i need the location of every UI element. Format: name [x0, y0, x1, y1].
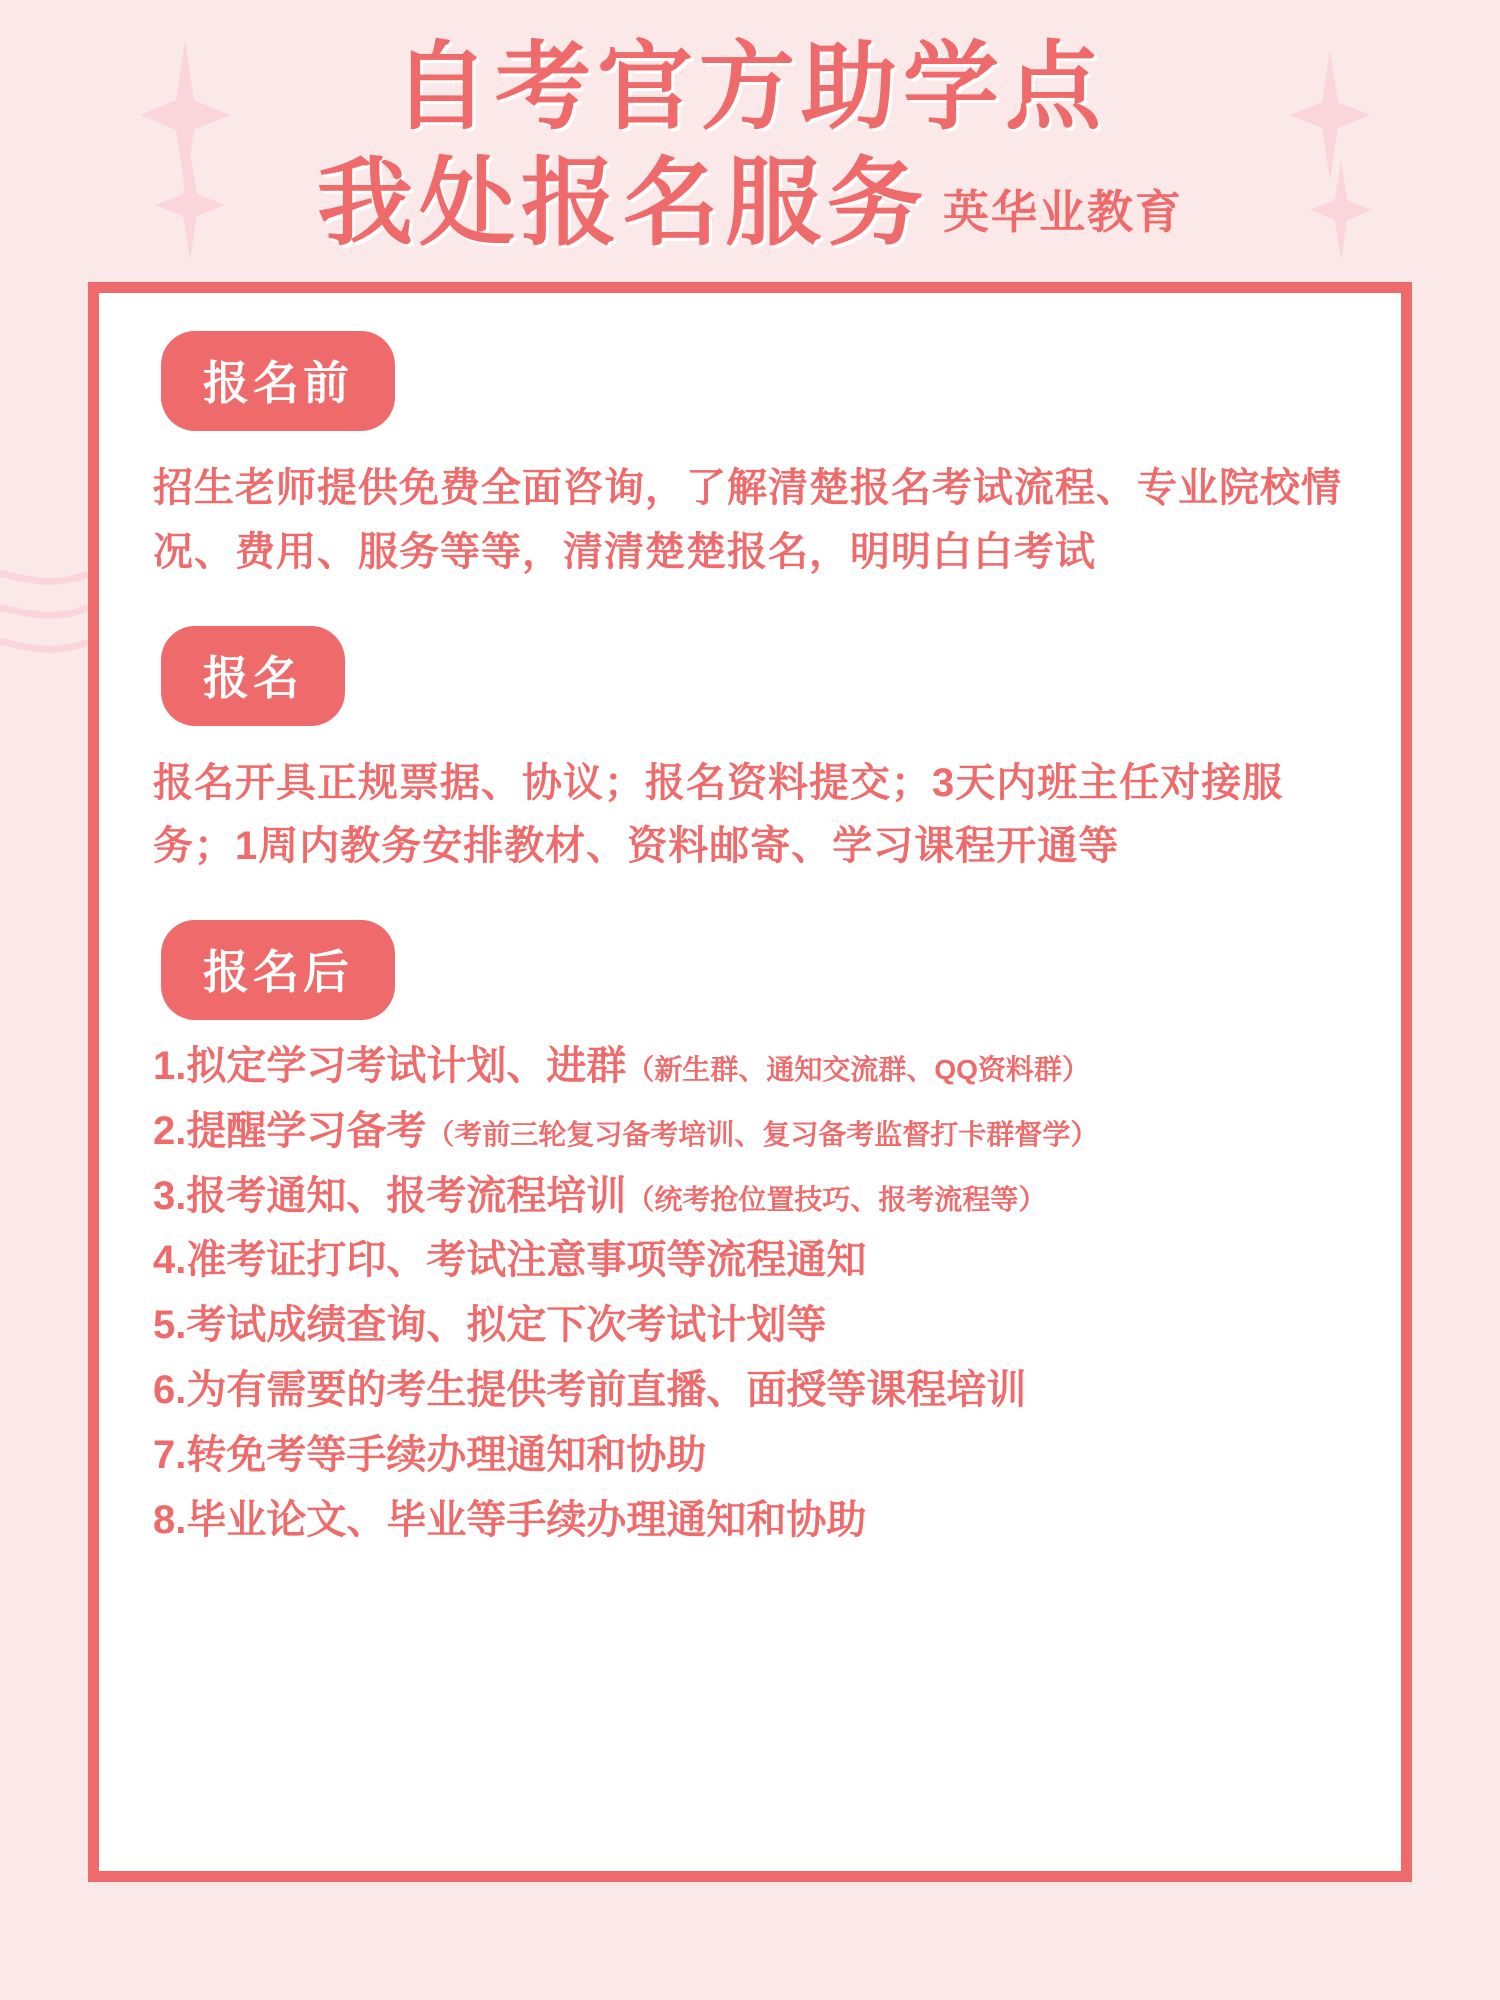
after-registration-list — [153, 1036, 1353, 1550]
content-card — [88, 282, 1412, 1882]
list-item — [153, 1425, 1353, 1486]
section-badge-after: 报名后 — [161, 920, 395, 1020]
list-item — [153, 1101, 1353, 1162]
section-text-registration: 报名开具正规票据、协议；报名资料提交；3天内班主任对接服务；1周内教务安排教材、资料邮寄、学习课程开通等 — [153, 760, 1284, 868]
list-item — [153, 1230, 1353, 1291]
section-before-registration — [141, 331, 1359, 583]
list-item-main: 7.转免考等手续办理通知和协助 — [153, 1432, 707, 1477]
list-item-main: 5.考试成绩查询、拟定下次考试计划等 — [153, 1303, 827, 1348]
page-title: 自考官方助学点 — [393, 34, 1107, 141]
section-text-before: 招生老师提供免费全面咨询，了解清楚报名考试流程、专业院校情况、费用、服务等等，清清楚楚报名，明明白白考试 — [153, 466, 1342, 574]
list-item — [153, 1295, 1353, 1356]
subtitle-row — [0, 149, 1500, 257]
wave-decoration-icon — [0, 560, 90, 670]
section-badge-registration: 报名 — [161, 626, 345, 726]
list-item — [153, 1166, 1353, 1227]
list-item-main: 6.为有需要的考生提供考前直播、面授等课程培训 — [153, 1368, 1027, 1413]
list-item-main: 8.毕业论文、毕业等手续办理通知和协助 — [153, 1497, 867, 1542]
list-item — [153, 1490, 1353, 1551]
list-item — [153, 1360, 1353, 1421]
list-item-note: （新生群、通知交流群、QQ资料群） — [626, 1054, 1090, 1086]
section-after-registration — [141, 920, 1359, 1550]
list-item-main: 3.报考通知、报考流程培训 — [153, 1173, 627, 1218]
section-badge-before: 报名前 — [161, 331, 395, 431]
list-item-main: 2.提醒学习备考 — [153, 1108, 427, 1153]
list-item — [153, 1036, 1353, 1097]
list-item-note: （统考抢位置技巧、报考流程等） — [626, 1183, 1047, 1215]
brand-name: 英华业教育 — [943, 186, 1183, 239]
list-item-main: 1.拟定学习考试计划、进群 — [153, 1044, 627, 1089]
poster-header — [0, 0, 1500, 257]
section-registration — [141, 626, 1359, 878]
list-item-main: 4.准考证打印、考试注意事项等流程通知 — [153, 1238, 867, 1283]
list-item-note: （考前三轮复习备考培训、复习备考监督打卡群督学） — [426, 1118, 1099, 1150]
page-subtitle: 我处报名服务 — [317, 149, 929, 257]
